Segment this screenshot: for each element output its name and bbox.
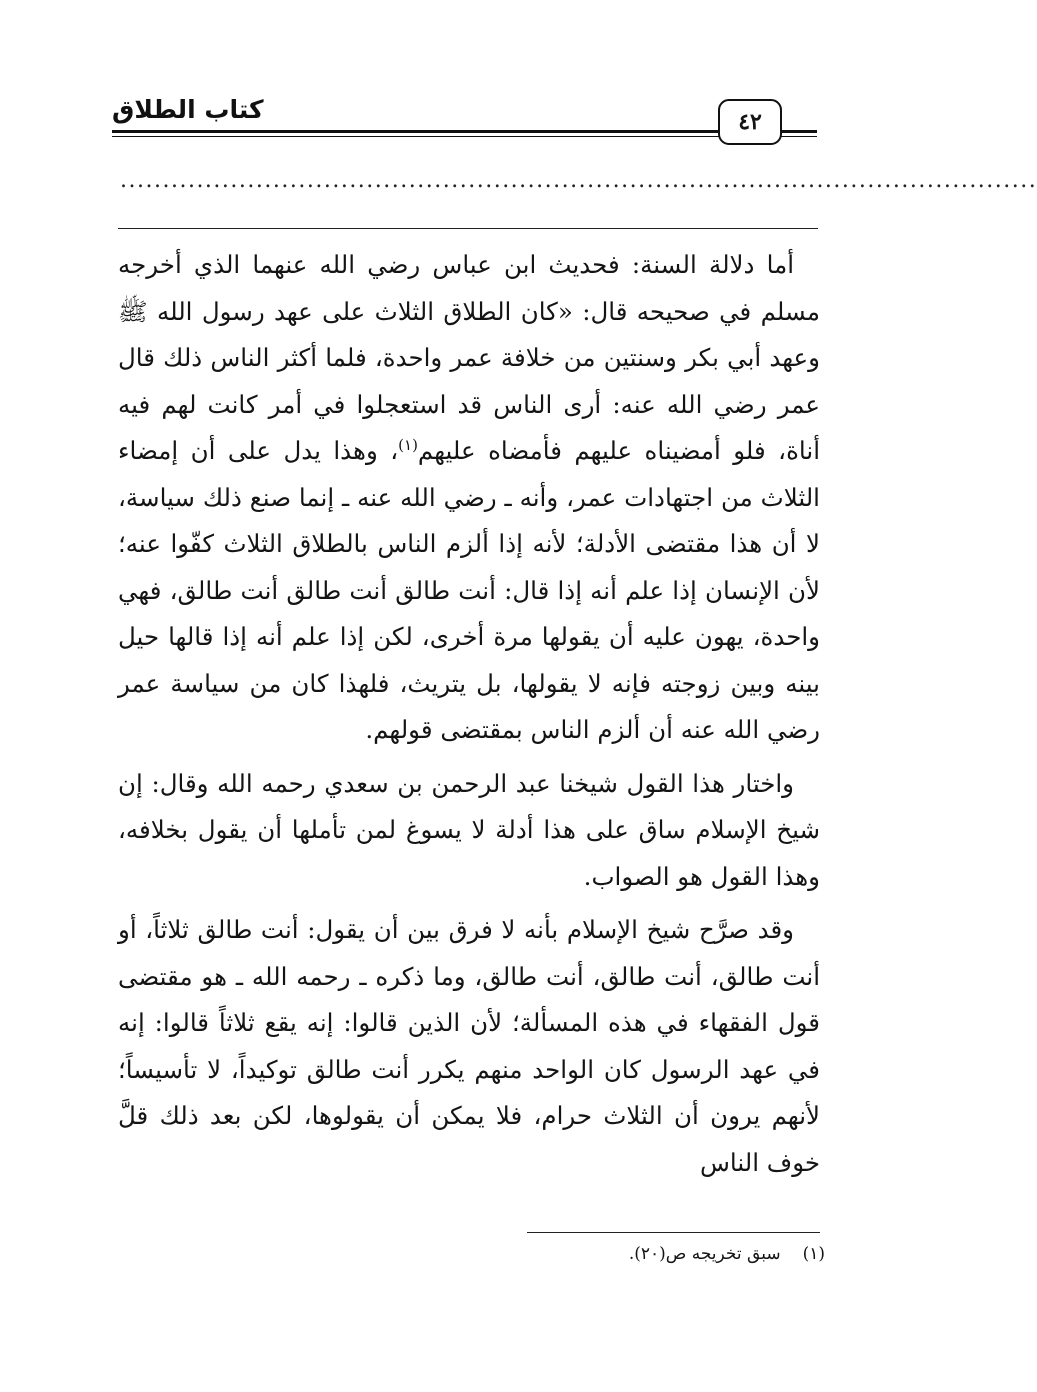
main-text bbox=[118, 242, 820, 1193]
paragraph bbox=[118, 242, 820, 754]
header-rule-thin bbox=[112, 136, 817, 137]
footnote-text: سبق تخريجه ص(٢٠). bbox=[628, 1244, 781, 1264]
page-number: ٤٢ bbox=[718, 99, 782, 145]
footnote-separator bbox=[527, 1232, 820, 1233]
paragraph-text: أما دلالة السنة: فحديث ابن عباس رضي الله عنهما الذي أخرجه مسلم في صحيحه قال: «كان الطلاق الثلاث على عهد رسول الله ﷺ وعهد أبي بكر وسنتين من خلافة عمر واحدة، فلما أكثر الناس ذلك قال عمر رضي الله عنه: أرى الناس قد استعجلوا في أمر كانت لهم فيه أناة، فلو أمضيناه عليهم فأمضاه عليهم bbox=[118, 250, 821, 465]
paragraph-text: ، وهذا يدل على أن إمضاء الثلاث من اجتهادات عمر، وأنه ـ رضي الله عنه ـ إنما صنع ذلك سياسة، لا أن هذا مقتضى الأدلة؛ لأنه إذا ألزم الناس بالطلاق الثلاث كفّوا عنه؛ لأن الإنسان إذا علم أنه إذا قال: أنت طالق أنت طالق أنت طالق، فهي واحدة، يهون عليه أن يقولها مرة أخرى، لكن إذا علم أنه إذا قالها حيل بينه وبين زوجته فإنه لا يقولها، بل يتريث، فلهذا كان من سياسة عمر رضي الله عنه أن ألزم الناس بمقتضى قولهم. bbox=[118, 436, 820, 744]
header-rule bbox=[112, 130, 817, 133]
footnote bbox=[629, 1244, 825, 1264]
book-title: كتاب الطلاق bbox=[112, 95, 264, 124]
page-header bbox=[0, 0, 953, 150]
footnote-reference: (١) bbox=[398, 435, 418, 454]
paragraph: وقد صرَّح شيخ الإسلام بأنه لا فرق بين أن يقول: أنت طالق ثلاثاً، أو أنت طالق، أنت طالق، أنت طالق، وما ذكره ـ رحمه الله ـ هو مقتضى قول الفقهاء في هذه المسألة؛ لأن الذين قالوا: إنه يقع ثلاثاً قالوا: إنه في عهد الرسول كان الواحد منهم يكرر أنت طالق توكيداً، لا تأسيساً؛ لأنهم يرون أن الثلاث حرام، فلا يمكن أن يقولوها، لكن بعد ذلك قلَّ خوف الناس bbox=[118, 915, 820, 1177]
dotted-separator: ............................................................................................................ bbox=[120, 168, 1037, 193]
footnote-mark: (١) bbox=[802, 1244, 825, 1264]
separator-rule bbox=[118, 228, 818, 229]
paragraph: واختار هذا القول شيخنا عبد الرحمن بن سعدي رحمه الله وقال: إن شيخ الإسلام ساق على هذا أدلة لا يسوغ لمن تأملها أن يقول بخلافه، وهذا القول هو الصواب. bbox=[118, 768, 820, 891]
